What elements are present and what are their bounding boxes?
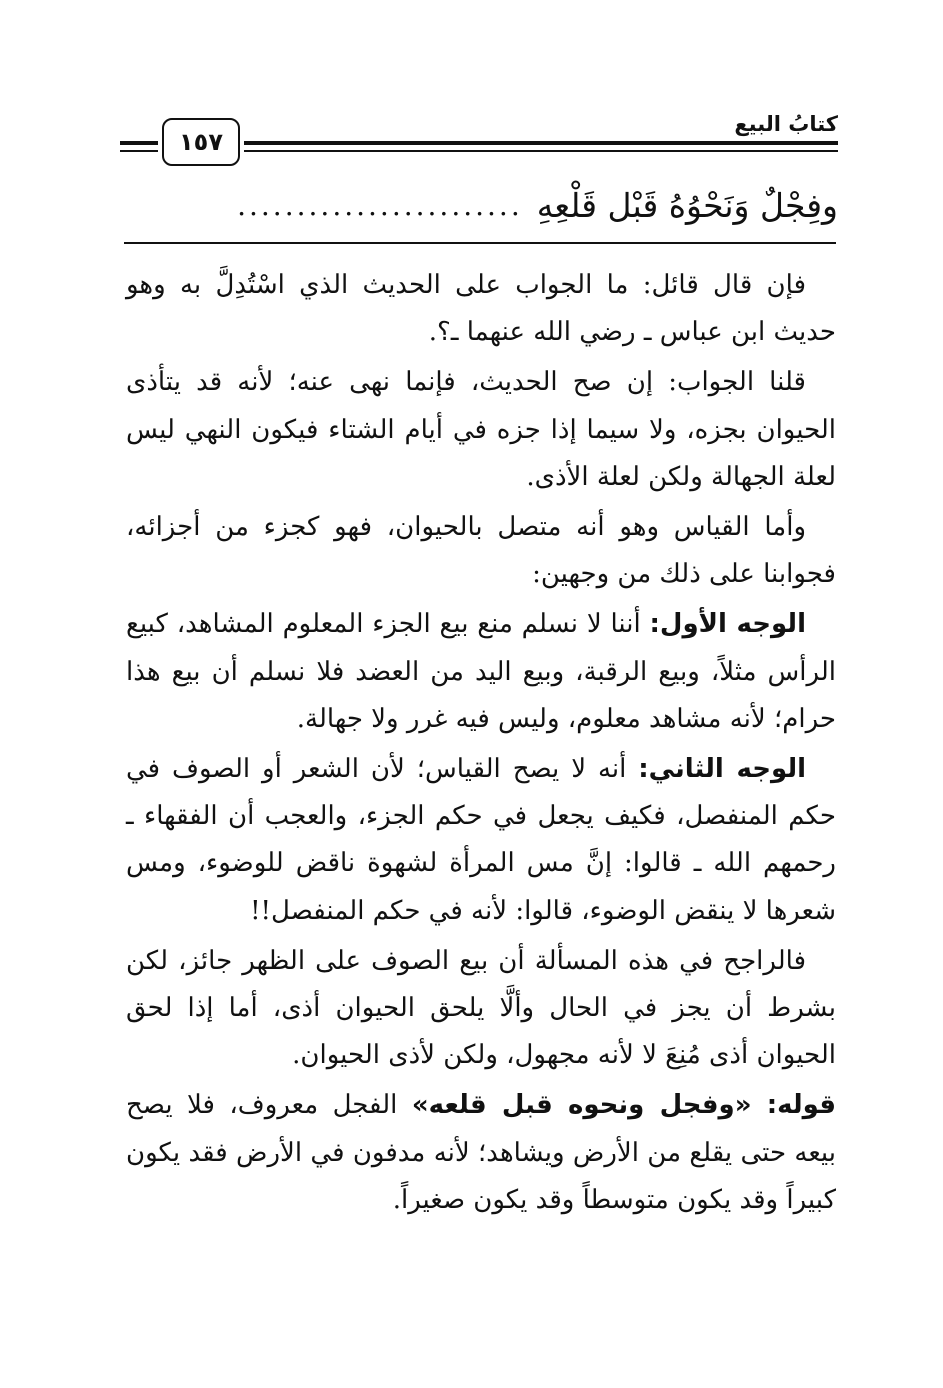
page-number: ١٥٧ — [179, 128, 223, 156]
paragraph-text: أننا لا نسلم منع بيع الجزء المعلوم المشاهد، كبيع الرأس مثلاً، وبيع الرقبة، وبيع اليد من العضد فلا نسلم أن بيع هذا حرام؛ لأنه مشاهد معلوم، وليس فيه غرر ولا جهالة. — [126, 609, 836, 734]
paragraph-lead: الوجه الأول: — [649, 609, 806, 640]
paragraph-lead: الوجه الثاني: — [638, 754, 806, 785]
body-text — [126, 262, 836, 1227]
paragraph — [126, 1082, 836, 1224]
paragraph — [126, 359, 836, 501]
page-number-badge — [162, 118, 240, 166]
paragraph — [126, 601, 836, 743]
paragraph-lead: قوله: «وفجل ونحوه قبل قلعه» — [411, 1090, 836, 1121]
paragraph-text: فإن قال قائل: ما الجواب على الحديث الذي اسْتُدِلَّ به وهو حديث ابن عباس ـ رضي الله عنهما ـ؟. — [126, 270, 836, 348]
paragraph-text: فالراجح في هذه المسألة أن بيع الصوف على الظهر جائز، لكن بشرط أن يجز في الحال وألَّا يلحق الحيوان أذى، أما إذا لحق الحيوان أذى مُنِعَ لا لأنه مجهول، ولكن لأذى الحيوان. — [126, 945, 836, 1071]
matn-separator — [124, 242, 836, 244]
paragraph — [126, 746, 836, 935]
paragraph-text: الفجل معروف، فلا يصح بيعه حتى يقلع من الأرض ويشاهد؛ لأنه مدفون في الأرض فقد يكون كبيراً وقد يكون متوسطاً وقد يكون صغيراً. — [126, 1090, 836, 1215]
paragraph — [126, 504, 836, 598]
paragraph-text: وأما القياس وهو أنه متصل بالحيوان، فهو كجزء من أجزائه، فجوابنا على ذلك من وجهين: — [126, 512, 836, 590]
paragraph-text: قلنا الجواب: إن صح الحديث، فإنما نهى عنه؛ لأنه قد يتأذى الحيوان بجزه، ولا سيما إذا جزه في أيام الشتاء فيكون النهي ليس لعلة الجهالة ولكن لعلة الأذى. — [126, 367, 836, 492]
page-header — [120, 108, 838, 164]
paragraph-text: أنه لا يصح القياس؛ لأن الشعر أو الصوف في حكم المنفصل، فكيف يجعل في حكم الجزء، والعجب أن الفقهاء ـ رحمهم الله ـ قالوا: إنَّ مس المرأة لشهوة ناقض للوضوء، ومس شعرها لا ينقض الوضوء، قالوا: لأنه في حكم المنفصل!! — [126, 754, 836, 926]
matn-text: وفِجْلٌ وَنَحْوُهُ قَبْل قَلْعِهِ — [536, 186, 838, 225]
paragraph — [126, 938, 836, 1080]
book-title: كتابُ البيع — [722, 108, 838, 140]
matn-dots: ........................ — [237, 189, 523, 222]
paragraph — [126, 262, 836, 356]
matn-heading — [120, 178, 838, 234]
